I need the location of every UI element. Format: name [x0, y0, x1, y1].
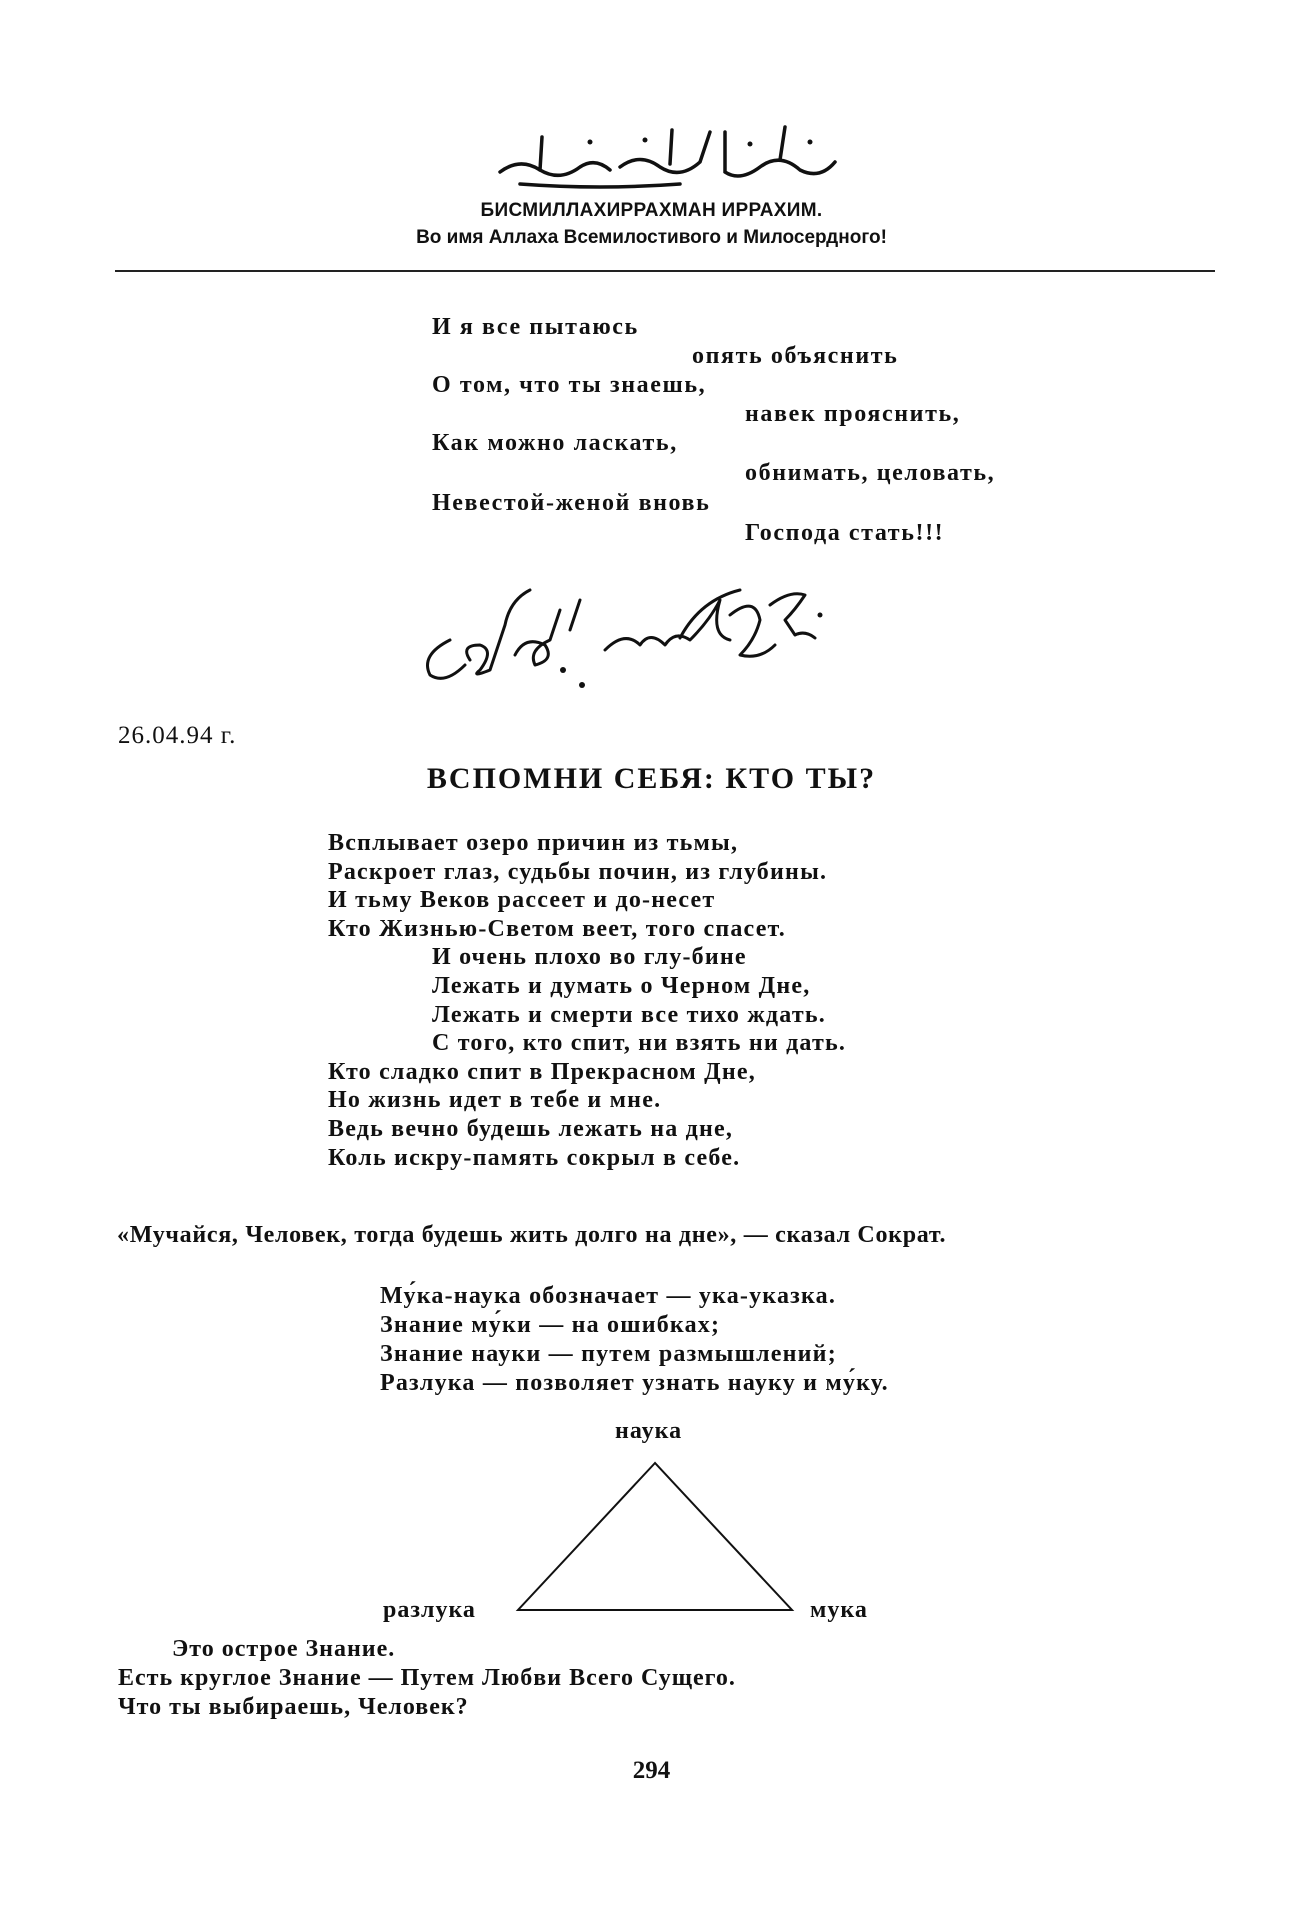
poem2-line: Ведь вечно будешь лежать на дне, — [328, 1116, 734, 1142]
block3-line: Знание науки — путем размышлений; — [380, 1341, 837, 1367]
block3-line: Му́ка-наука обозначает — ука-указка. — [380, 1283, 837, 1309]
poem1-line: обнимать, целовать, — [745, 460, 996, 486]
poem2-line: Раскроет глаз, судьбы почин, из глубины. — [328, 859, 828, 885]
closing-line: Что ты выбираешь, Человек? — [118, 1694, 469, 1720]
poem2-line: Коль искру-память сокрыл в себе. — [328, 1145, 741, 1171]
header-translation: Во имя Аллаха Всемилостивого и Милосердного! — [416, 227, 887, 248]
poem-title: ВСПОМНИ СЕБЯ: КТО ТЫ? — [426, 762, 877, 795]
poem2-line: Лежать и смерти все тихо ждать. — [432, 1002, 826, 1028]
poem2-line: Кто сладко спит в Прекрасном Дне, — [328, 1059, 756, 1085]
triangle-left-label: разлука — [383, 1597, 476, 1623]
page-number: 294 — [632, 1757, 671, 1784]
poem2-line: Но жизнь идет в тебе и мне. — [328, 1087, 662, 1113]
closing-line: Есть круглое Знание — Путем Любви Всего Сущего. — [118, 1665, 736, 1691]
triangle-top-label: наука — [615, 1418, 683, 1444]
poem2-line: Кто Жизнью-Светом веет, того спасет. — [328, 916, 786, 942]
poem2-line: Лежать и думать о Черном Дне, — [432, 973, 811, 999]
socrates-quote: «Мучайся, Человек, тогда будешь жить долго на дне», — сказал Сократ. — [117, 1222, 947, 1248]
header-transliteration: БИСМИЛЛАХИРРАХМАН ИРРАХИМ. — [480, 200, 823, 221]
poem2-line: И тьму Веков рассеет и до-несет — [328, 887, 716, 913]
closing-line: Это острое Знание. — [172, 1636, 396, 1662]
poem2-line: Всплывает озеро причин из тьмы, — [328, 830, 739, 856]
triangle-diagram — [515, 1460, 795, 1615]
block3-line: Знание му́ки — на ошибках; — [380, 1312, 721, 1338]
poem1-line: Как можно ласкать, — [432, 430, 678, 456]
poem1-line: И я все пытаюсь — [432, 314, 639, 340]
date: 26.04.94 г. — [118, 722, 237, 749]
handwritten-signature — [410, 560, 840, 695]
poem2-line: С того, кто спит, ни взять ни дать. — [432, 1030, 847, 1056]
poem1-line: навек прояснить, — [745, 401, 961, 427]
poem2-line: И очень плохо во глу-бине — [432, 944, 747, 970]
poem1-line: опять объяснить — [692, 343, 899, 369]
triangle-right-label: мука — [810, 1597, 868, 1623]
poem1-line: О том, что ты знаешь, — [432, 372, 707, 398]
basmala-calligraphy — [480, 112, 850, 194]
poem1-line: Невестой-женой вновь — [432, 490, 711, 516]
block3-line: Разлука — позволяет узнать науку и му́ку. — [380, 1370, 889, 1396]
poem1-line: Господа стать!!! — [745, 520, 945, 546]
header-divider — [115, 270, 1215, 272]
